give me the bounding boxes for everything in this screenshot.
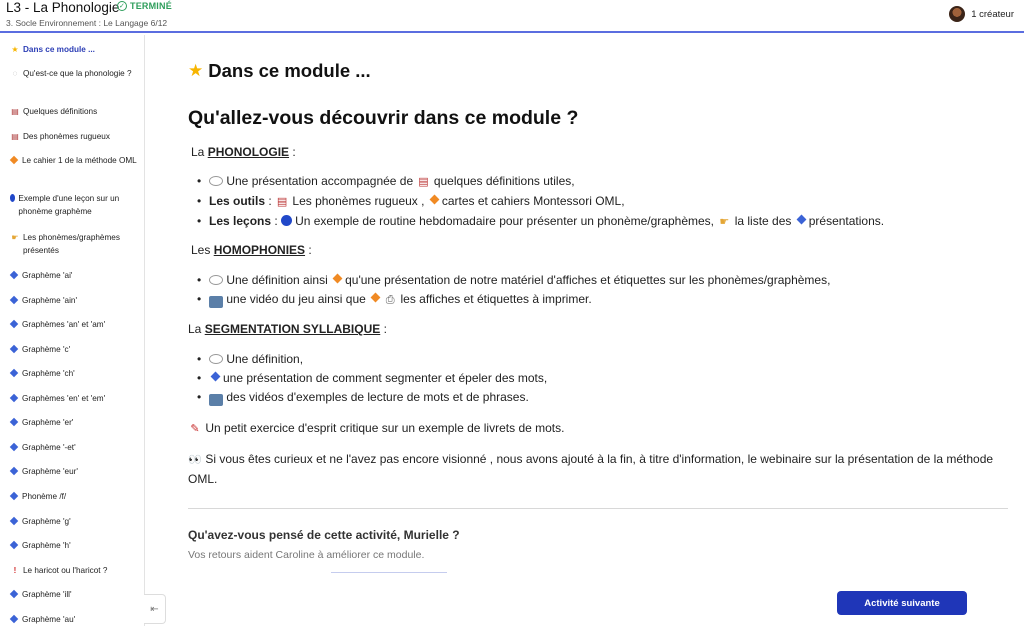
webinar-paragraph: 👀 Si vous êtes curieux et ne l'avez pas encore visionné , nous avons ajouté à la fin, à titre d'information, le webinaire sur la présentation de la méthode OML.: [188, 452, 994, 486]
sidebar-item-grapheme-en-em[interactable]: [10, 392, 138, 405]
blue-circle-icon: [281, 215, 292, 226]
books-icon: ▤: [418, 176, 429, 188]
sidebar-item-label: Graphème 'eur': [22, 467, 78, 476]
sidebar-item-grapheme-h[interactable]: [10, 539, 138, 552]
sidebar-item-label: Graphème 'ch': [22, 369, 75, 378]
sidebar-item-grapheme-c[interactable]: [10, 343, 138, 356]
sidebar-item-phonemes-presentes[interactable]: [10, 231, 138, 257]
module-title-text: Dans ce module ...: [208, 60, 371, 81]
blue-diamond-icon: [10, 271, 18, 279]
printer-icon: ⎙: [385, 294, 395, 306]
sidebar-item-definitions[interactable]: [10, 105, 138, 118]
video-icon: [209, 394, 223, 406]
status-badge: [117, 1, 172, 11]
creators-button[interactable]: [949, 6, 1014, 22]
sidebar-item-grapheme-ai[interactable]: [10, 269, 138, 282]
orange-diamond-icon: [371, 293, 381, 303]
sidebar-item-grapheme-g[interactable]: [10, 515, 138, 528]
blue-diamond-icon: [211, 372, 221, 382]
blue-circle-icon: [10, 194, 15, 202]
page-title: L3 - La Phonologie: [6, 0, 120, 15]
phonologie-keyword: PHONOLOGIE: [207, 145, 290, 159]
blue-diamond-icon: [10, 345, 18, 353]
star-icon: ★: [188, 61, 204, 80]
sidebar-item-label: Graphème 'ill': [22, 590, 72, 599]
segmentation-keyword: SEGMENTATION SYLLABIQUE: [204, 322, 381, 336]
sidebar-item-label: Phonème /f/: [22, 492, 67, 501]
homophonies-heading: Les HOMOPHONIES :: [191, 243, 312, 257]
sidebar-item-cahier-oml[interactable]: [10, 154, 138, 167]
sidebar-item-grapheme-ch[interactable]: [10, 367, 138, 380]
top-bar: [0, 0, 1024, 33]
sidebar-item-phonologie[interactable]: [10, 67, 138, 80]
feedback-rating-bar[interactable]: [331, 572, 447, 573]
sidebar-item-label: Graphèmes 'an' et 'am': [22, 320, 106, 329]
crayon-icon: ✎: [190, 423, 200, 435]
sidebar-item-label: Quelques définitions: [23, 107, 98, 116]
collapse-sidebar-button[interactable]: [144, 594, 166, 624]
orange-diamond-icon: [10, 156, 18, 164]
blue-diamond-icon: [10, 443, 18, 451]
sidebar-item-label: Graphème '-et': [22, 443, 76, 452]
sidebar-item-label: Des phonèmes rugueux: [23, 132, 110, 141]
sidebar-item-label: Le haricot ou l'haricot ?: [23, 566, 108, 575]
video-icon: [209, 296, 223, 308]
check-circle-icon: ✓: [118, 2, 126, 10]
sidebar-item-label: Graphème 'au': [22, 615, 76, 624]
blue-diamond-icon: [10, 418, 18, 426]
sidebar: [0, 35, 145, 626]
star-icon: ★: [11, 45, 19, 54]
sidebar-item-grapheme-au[interactable]: [10, 613, 138, 626]
eyes-icon: 👀: [188, 454, 202, 466]
exclamation-icon: !: [13, 566, 17, 575]
list-item: • Une présentation accompagnée de ▤ quelques définitions utiles,: [208, 172, 884, 192]
blue-diamond-icon: [10, 541, 18, 549]
sidebar-item-grapheme-ain[interactable]: [10, 294, 138, 307]
sidebar-item-grapheme-et[interactable]: [10, 441, 138, 454]
sidebar-item-grapheme-an-am[interactable]: [10, 318, 138, 331]
sidebar-item-dans-ce-module[interactable]: [10, 43, 138, 56]
list-item: • Les leçons : Un exemple de routine hebdomadaire pour présenter un phonème/graphèmes, ☛ la liste des présentations.: [208, 212, 884, 232]
pointing-hand-icon: ☛: [11, 233, 19, 242]
books-icon: ▤: [11, 107, 19, 116]
list-item: • des vidéos d'exemples de lecture de mots et de phrases.: [208, 388, 547, 407]
blue-diamond-icon: [10, 369, 18, 377]
avatar: [949, 6, 965, 22]
speech-bubble-icon: ◌: [12, 69, 18, 78]
sidebar-item-label: Graphème 'h': [22, 541, 71, 550]
list-item: • une vidéo du jeu ainsi que ⎙ les affiches et étiquettes à imprimer.: [208, 290, 830, 310]
sidebar-item-grapheme-eur[interactable]: [10, 465, 138, 478]
divider: [188, 508, 1008, 509]
sidebar-item-label: Graphème 'ain': [22, 296, 78, 305]
books-icon: ▤: [276, 196, 288, 208]
phonologie-list: [208, 172, 884, 232]
blue-diamond-icon: [10, 590, 18, 598]
sidebar-item-label: Dans ce module ...: [23, 45, 95, 54]
main-content: [188, 60, 1008, 561]
exercise-paragraph: ✎ Un petit exercice d'esprit critique sur un exemple de livrets de mots.: [188, 419, 1008, 439]
sidebar-item-grapheme-ill[interactable]: [10, 588, 138, 601]
blue-diamond-icon: [10, 517, 18, 525]
sidebar-item-phonemes-rugueux[interactable]: [10, 130, 138, 143]
blue-diamond-icon: [10, 394, 18, 402]
homophonies-list: [208, 271, 830, 310]
sidebar-item-exemple-lecon[interactable]: [10, 192, 138, 218]
blue-diamond-icon: [10, 296, 18, 304]
next-activity-button[interactable]: Activité suivante: [837, 591, 967, 615]
status-label: TERMINÉ: [130, 1, 172, 11]
breadcrumb[interactable]: 3. Socle Environnement : Le Langage 6/12: [6, 18, 168, 28]
list-item: • Une définition ainsi qu'une présentation de notre matériel d'affiches et étiquettes sur les phonèmes/graphèmes,: [208, 271, 830, 290]
speech-bubble-icon: [209, 354, 223, 364]
blue-diamond-icon: [10, 615, 18, 623]
sidebar-item-label: Le cahier 1 de la méthode OML: [22, 156, 137, 165]
feedback-subtitle: Vos retours aident Caroline à améliorer ce module.: [188, 549, 425, 561]
list-item: • Une définition,: [208, 350, 547, 369]
sidebar-item-label: Les phonèmes/graphèmes présentés: [23, 233, 120, 255]
orange-diamond-icon: [429, 195, 439, 205]
homophonies-keyword: HOMOPHONIES: [213, 243, 306, 257]
pointing-hand-icon: ☛: [719, 216, 730, 228]
sidebar-item-label: Graphème 'c': [22, 345, 71, 354]
segmentation-heading: La SEGMENTATION SYLLABIQUE :: [188, 322, 387, 336]
sidebar-item-grapheme-er[interactable]: [10, 416, 138, 429]
sidebar-item-label: Exemple d'une leçon sur un phonème graphème: [18, 194, 120, 216]
blue-diamond-icon: [10, 492, 18, 500]
blue-diamond-icon: [796, 215, 806, 225]
sidebar-item-phoneme-f[interactable]: [10, 490, 138, 503]
sidebar-item-label: Graphème 'ai': [22, 271, 73, 280]
list-item: • une présentation de comment segmenter et épeler des mots,: [208, 369, 547, 388]
orange-diamond-icon: [333, 274, 343, 284]
speech-bubble-icon: [209, 275, 223, 285]
sidebar-item-label: Graphèmes 'en' et 'em': [22, 394, 106, 403]
sidebar-item-label: Graphème 'g': [22, 517, 71, 526]
feedback-question: Qu'avez-vous pensé de cette activité, Murielle ?: [188, 528, 460, 542]
blue-diamond-icon: [10, 467, 18, 475]
collapse-icon: ⇤: [150, 603, 159, 615]
section-heading: Qu'allez-vous découvrir dans ce module ?: [188, 107, 579, 129]
blue-diamond-icon: [10, 320, 18, 328]
sidebar-item-label: Qu'est-ce que la phonologie ?: [23, 69, 132, 78]
sidebar-item-label: Graphème 'er': [22, 418, 74, 427]
list-item: • Les outils : ▤ Les phonèmes rugueux , cartes et cahiers Montessori OML,: [208, 192, 884, 212]
sidebar-item-haricot[interactable]: [10, 564, 138, 577]
creators-label: 1 créateur: [971, 8, 1014, 20]
module-title: [188, 60, 1008, 82]
segmentation-list: [208, 350, 547, 407]
books-icon: ▤: [11, 132, 19, 141]
speech-bubble-icon: [209, 176, 223, 186]
phonologie-heading: La PHONOLOGIE :: [191, 145, 296, 159]
